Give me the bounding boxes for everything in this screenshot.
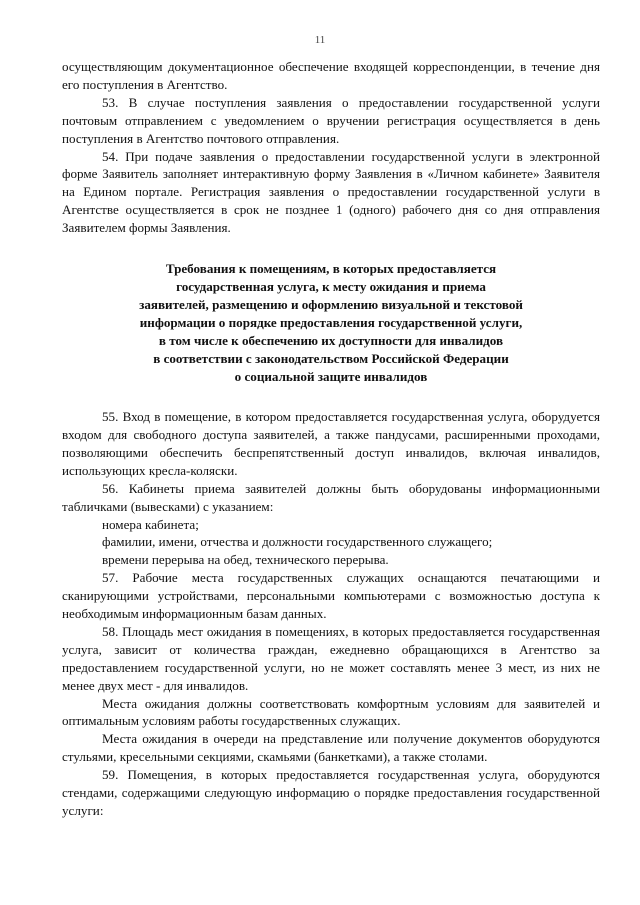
heading-line: Требования к помещениям, в которых предоставляется: [165, 261, 497, 277]
heading-line: государственная услуга, к месту ожидания и приема: [176, 279, 486, 295]
document-body: [62, 58, 600, 820]
heading-line: информации о порядке предоставления государственной услуги,: [139, 315, 523, 331]
paragraph-55: 55. Вход в помещение, в котором предоставляется государственная услуга, оборудуется входом для свободного доступа заявителей, а также пандусами, расширенными проходами, позволяющими обеспечить беспрепятственный доступ инвалидов, включая инвалидов, использующих кресла-коляски.: [62, 409, 600, 478]
paragraph-57: 57. Рабочие места государственных служащих оснащаются печатающими и сканирующими устройствами, персональными компьютерами с возможностью доступа к необходимым информационным базам данных.: [62, 570, 600, 622]
list-item: фамилии, имени, отчества и должности государственного служащего;: [102, 534, 493, 550]
heading-line: в том числе к обеспечению их доступности для инвалидов: [158, 333, 504, 349]
paragraph-waiting-furniture: Места ожидания в очереди на представление или получение документов оборудуются стульями, кресельными секциями, скамьями (банкетками), а также столами.: [62, 731, 600, 765]
list-item: номера кабинета;: [102, 516, 199, 532]
heading-line: в соответствии с законодательством Российской Федерации: [153, 351, 509, 367]
heading-line: о социальной защите инвалидов: [234, 369, 428, 385]
paragraph-waiting-conditions: Места ожидания должны соответствовать комфортным условиям для заявителей и оптимальным условиям работы государственных служащих.: [62, 695, 600, 729]
paragraph-54: 54. При подаче заявления о предоставлении государственной услуги в электронной форме Заявитель заполняет интерактивную форму Заявления в «Личном кабинете» Заявителя на Едином портале. Регистрация заявления о предоставлении государственной услуги в Агентстве осуществляется в срок не позднее 1 (одного) рабочего дня со дня отправления Заявителем формы Заявления.: [62, 148, 600, 236]
paragraph-58: 58. Площадь мест ожидания в помещениях, в которых предоставляется государственная услуга, зависит от количества граждан, ежедневно обращающихся в Агентство за предоставлением государственной услуги, но не может составлять менее 3 мест, из них не менее двух мест - для инвалидов.: [62, 623, 600, 693]
paragraph-53: 53. В случае поступления заявления о предоставлении государственной услуги почтовым отправлением с уведомлением о вручении регистрация осуществляется в день поступления в Агентство почтового отправления.: [62, 94, 600, 146]
paragraph-56: 56. Кабинеты приема заявителей должны быть оборудованы информационными табличками (вывесками) с указанием:: [62, 480, 600, 514]
section-heading: [62, 260, 600, 386]
page-number: 11: [314, 34, 326, 46]
paragraph-59: 59. Помещения, в которых предоставляется государственная услуга, оборудуются стендами, содержащими следующую информацию о порядке предоставления государственной услуги:: [62, 767, 600, 818]
list-item: времени перерыва на обед, технического перерыва.: [102, 552, 389, 568]
heading-line: заявителей, размещению и оформлению визуальной и текстовой: [139, 297, 523, 313]
paragraph-continuation: осуществляющим документационное обеспечение входящей корреспонденции, в течение дня его поступления в Агентство.: [62, 59, 600, 92]
